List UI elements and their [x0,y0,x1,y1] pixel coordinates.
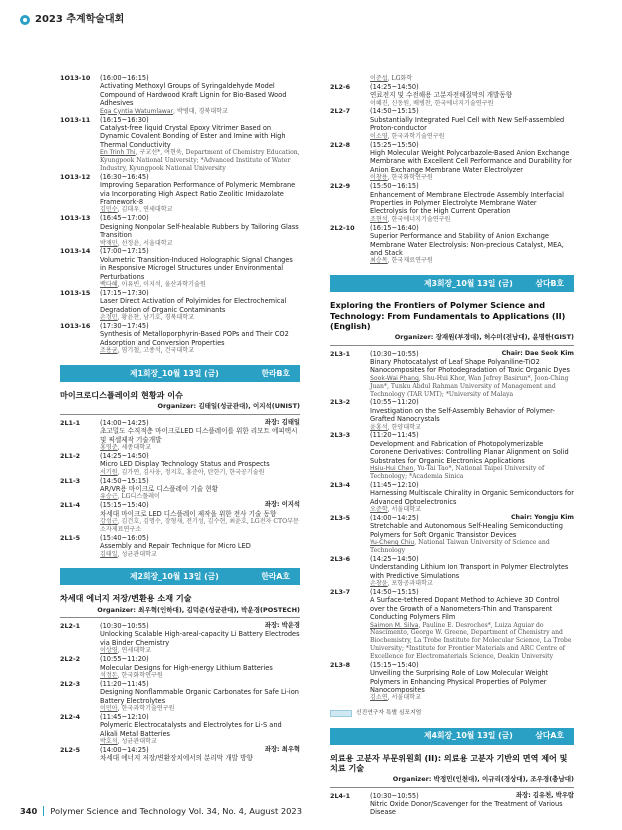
entry-time: (11:45~12:10) [370,480,419,489]
entry-authors [370,694,574,702]
session-day: 제1회장_10월 13일 (금) [130,368,219,378]
entry-authors [370,375,574,398]
entry-authors [100,738,300,746]
author-affiliation: , 김가연, 김사웅, 정지호, 홍준아, 탄한기, 한국공기술원 [117,468,265,476]
entry-authors [100,206,300,214]
entry-code: 2L2-8 [330,140,351,149]
chair-label: Chair: Yongju Kim [510,513,574,521]
author-affiliation: , National Taiwan University of Science and Technology [370,539,550,554]
entry-authors [100,518,300,534]
program-entry [60,746,300,763]
entry-time: (10:30~10:55) [100,622,149,631]
presenter-name: 손창윤 [370,580,388,588]
program-entry [330,792,574,817]
entry-authors [100,149,300,172]
entry-authors-continued [330,75,574,83]
entry-title: Molecular Designs for High-energy Lithium Batteries [100,663,273,672]
page-footer [20,806,302,817]
entry-title: Assembly and Repair Technique for Micro LED [100,542,251,551]
session-room: 한라B호 [261,368,290,378]
entry-code: 2L1-4 [60,501,81,510]
entry-title: Designing Nonflammable Organic Carbonates for Safe Li-ion Battery Electrolytes [100,688,299,705]
program-entry [330,481,574,514]
entry-time: (14:00~14:25) [370,513,419,522]
entry-time: (16:45~17:00) [100,214,149,223]
entry-body [100,655,300,680]
time-row [100,419,300,427]
session-room: 삼다A호 [535,731,564,741]
entry-code: 2L2-3 [60,679,81,688]
entry-body [100,452,300,477]
entry-authors [100,347,300,355]
author-affiliation: , 서울대학교 [387,694,421,702]
entry-title: High Molecular Weight Polycarbazole-Based Anion Exchange Membrane with Excellent Cell Performance and Durability for Anion Exchange Membrane Water Electrolyzer [370,149,572,174]
legend-label: 신진연구자 특별 심포지엄 [356,710,422,717]
chair-label: 좌장: 최우혁 [264,746,300,754]
presenter-name: 최승목 [370,257,388,265]
presenter-name: 이창용 [370,174,388,182]
entry-body [100,322,300,355]
presenter-name: 서기원 [100,468,118,476]
author-affiliation: 이혜진, 신동원, 배병찬, 한국에너지기술연구원 [370,99,494,107]
author-affiliation: , 구교선*, 여현욱, Department of Chemistry Education, Kyungpook National University; *Advanced Institute of Water Industry, Kyungpook National University [100,149,300,172]
entry-time: (16:00~16:15) [100,74,149,82]
program-entry [330,398,574,431]
entry-body [100,289,300,322]
author-affiliation: , 한국재료연구원 [387,257,433,265]
entry-time: (14:25~14:50) [370,554,419,563]
entry-title: Designing Nonpolar Self-healable Rubbers by Tailoring Glass Transition [100,222,299,240]
program-entry [330,182,574,224]
presenter-name: Eqa Cyntia Watumlawar [100,107,174,115]
presenter-name: Yu-Cheng Chiu [370,539,415,547]
chair-label: 좌장: 김유천, 박우람 [516,791,574,799]
entry-title: 연료전지 및 수전해용 고분자전해질막의 개발동향 [370,91,513,100]
program-entry [330,224,574,266]
entry-authors [370,465,574,481]
entry-authors [100,469,300,477]
entry-authors [370,100,574,108]
entry-code: 2L3-5 [330,513,351,522]
entry-body [370,514,574,555]
entry-title: Harnessing Multiscale Chirality in Organic Semiconductors for Advanced Optoelectronics [370,489,574,506]
program-entry [60,419,300,452]
entry-title: Laser Direct Activation of Polyimides for Electrochemical Degradation of Organic Contaminants [100,297,287,314]
footer-divider [43,806,44,816]
entry-title: 초고밀도 수직적층 마이크로LED 디스플레이를 위한 리모트 에피택시 및 픽셀제작 기술개발 [100,427,298,444]
program-entry [330,555,574,588]
program-entry [330,514,574,555]
entry-title: Improving Separation Performance of Polymeric Membrane via Incorporating High Aspect Ratio Zeolitic Imidazolate Framework-8 [100,181,296,206]
presenter-name: 오준학 [370,506,388,514]
entry-code: 2L2-5 [60,746,81,755]
entry-title: Activating Methoxyl Groups of Syringaldehyde Model Compound of Hardwood Kraft Lignin for Bio-Based Wood Adhesives [100,82,287,108]
author-affiliation: , 세종대학교 [117,444,151,452]
entry-code: 1O13-11 [60,115,91,124]
author-affiliation: , 한국과학기술연구원 [387,132,445,140]
entry-body [100,713,300,746]
entry-authors [100,314,300,322]
entry-title: Development and Fabrication of Photopolymerizable Coronene Derivatives: Controlling Planar Alignment on Solid Substrates for Organic Electronics Applications [370,439,569,465]
entry-authors [370,539,574,555]
time-row [100,622,300,630]
right-column [330,75,574,817]
entry-body [370,555,574,588]
entry-time: (16:15~16:40) [370,223,419,232]
presenter-name: 김소연 [370,694,388,702]
entry-authors [100,551,300,559]
program-entry [60,214,300,247]
session-rule [60,617,300,618]
entry-body [370,83,574,108]
entry-time: (14:50~15:15) [370,587,419,596]
program-entry [60,534,300,559]
author-affiliation: , 김대우, 연세대학교 [117,206,173,214]
presenter-name: 박호석 [100,738,118,746]
program-entry [60,289,300,322]
author-affiliation: , 김건호, 김명수, 장형재, 전기성, 김수현, 최윤호, LG전자 CTO부문 소자제료연구소 [100,518,299,533]
entry-time: (17:00~17:15) [100,247,149,256]
entry-code: 2L3-3 [330,431,351,440]
program-entry [60,74,300,116]
program-entry [60,713,300,746]
presenter-name: 조용균 [100,347,118,355]
program-entry [60,501,300,533]
author-affiliation: , Yu-Tai Tao*, National Taipei University of Technology; *Academia Sinica [370,465,545,480]
entry-body [370,141,574,183]
entry-body [100,501,300,533]
entry-code: 2L3-6 [330,554,351,563]
session-title: 차세대 에너지 저장/변환용 소재 기술 [60,593,192,604]
entry-code: 2L3-2 [330,398,351,407]
program-entry [60,680,300,713]
author-affiliation: , 선정윤, 서울대학교 [117,239,173,247]
entry-time: (17:15~17:30) [100,288,149,297]
program-entry [60,322,300,355]
session-organizer: Organizer: 박정민(인천대), 이규리(경상대), 조우경(충남대) [392,775,574,784]
chair-label: 좌장: 김태일 [264,418,300,426]
author-affiliation: , 한국화학연구원 [387,174,433,182]
entry-title: Synthesis of Metalloporphyrin-Based POPs and Their CO2 Adsorption and Conversion Properties [100,330,289,347]
presenter-name: 유승근 [100,493,118,501]
session-bar [60,568,300,585]
program-entry [60,622,300,655]
session-rule [330,345,574,346]
entry-title: Nitric Oxide Donor/Scavenger for the Treatment of Various Disease [370,800,563,817]
entry-authors [370,216,574,224]
entry-code: 2L2-9 [330,182,351,191]
session-title: Exploring the Frontiers of Polymer Science and Technology: From Fundamentals to Applications (II) (English) [330,300,566,331]
entry-time: (15:25~15:50) [370,140,419,149]
entry-authors [370,257,574,265]
entry-code: 2L2-4 [60,712,81,721]
entry-body [100,173,300,215]
entry-authors [370,622,574,661]
entry-body [370,481,574,514]
presenter-name: 이민아 [100,705,118,713]
legend-swatch [330,710,352,717]
entry-time: (14:50~15:15) [370,107,419,116]
presenter-name: 석정돈 [100,672,118,680]
entry-time: (10:55~11:20) [370,398,419,407]
entry-time: (11:20~11:45) [100,679,149,688]
entry-title: Superior Performance and Stability of Anion Exchange Membrane Water Electrolysis: Non-precious Catalyst, MEA, and Stack [370,232,564,257]
presenter-name: 이소영 [370,132,388,140]
entry-time: (11:20~11:45) [370,431,419,440]
program-entry [60,655,300,680]
author-affiliation: , 연세대학교 [117,647,151,655]
entry-code: 1O13-16 [60,322,91,330]
session-day: 제2회장_10월 13일 (금) [130,571,219,581]
entry-body [370,350,574,399]
author-affiliation: , 이유빈, 이지석, 울산과학기술원 [117,281,206,289]
time-row [370,350,574,358]
bullet-icon [20,15,30,25]
author-affiliation: , LG디스플레이 [117,493,160,501]
entry-title: Binary Photocatalyst of Leaf Shape Polyaniline-TiO2 Nanocomposites for Photodegradation of Toxic Organic Dyes [370,358,570,375]
entry-time: (11:45~12:10) [100,712,149,721]
entry-body [370,431,574,480]
presenter-name: 박재민 [100,239,118,247]
program-entry [330,661,574,703]
session-title: 의료용 고분자 부문위원회 (II): 의료용 고분자 기반의 면역 제어 및 치료 기술 [330,752,568,773]
journal-info: Polymer Science and Technology Vol. 34, No. 4, August 2023 [50,806,302,816]
presenter-name: 김태일 [100,550,118,558]
entry-body [100,534,300,559]
entry-body [370,224,574,266]
program-entry [330,431,574,480]
entry-time: (16:15~16:30) [100,115,149,124]
presenter-name: Hsiu-Hui Chen [370,465,414,473]
entry-authors [370,174,574,182]
entry-body [100,74,300,116]
entry-title: Micro LED Display Technology Status and Prospects [100,460,270,469]
entry-body [370,792,574,817]
author-affiliation: , 한양대학교 [387,423,421,431]
chair-label: 좌장: 이지석 [264,501,300,509]
entry-code: 2L3-8 [330,660,351,669]
presenter-name: 윤홍석 [370,423,388,431]
entry-title: Understanding Lithium Ion Transport in Polymer Electrolytes with Predictive Simulations [370,563,569,580]
entry-body [100,419,300,452]
entry-title: 차세대 마이크로 LED 디스플레이 제작을 위한 전사 기술 동향 [100,509,277,518]
author-affiliation: , 염기철, 고종석, 건국대학교 [117,347,195,355]
session-room: 한라A호 [261,571,290,581]
entry-time: (14:50~15:15) [100,476,149,485]
presenter-name: 이준섭 [370,75,388,82]
entry-body [100,477,300,502]
entry-title: AR/VR용 마이크로 디스플레이 기술 현황 [100,485,218,493]
entry-title: Stretchable and Autonomous Self-Healing Semiconducting Polymers for Soft Organic Transistor Devices [370,522,563,539]
presenter-name: 백다혜 [100,281,118,289]
entry-code: 2L1-1 [60,418,81,427]
presenter-name: 김민수 [100,206,118,214]
entry-body [100,746,300,763]
entry-code: 1O13-14 [60,247,91,256]
entry-time: (10:30~10:55) [370,349,419,358]
entry-authors [100,647,300,655]
session-day: 제3회장_10월 13일 (금) [424,278,513,288]
entry-title: Unlocking Scalable High-areal-capacity Li Battery Electrodes via Binder Chemistry [100,630,300,647]
entry-body [370,107,574,140]
presenter-name: 조현석 [370,215,388,223]
presenter-name: 손정민 [100,314,118,322]
program-entry [330,107,574,140]
entry-body [100,247,300,289]
time-row [370,792,574,800]
entry-code: 2L4-1 [330,791,351,800]
chair-label: 좌장: 박운경 [264,622,300,630]
entry-title: Volumetric Transition-Induced Holographic Signal Changes in Responsive Microgel Structures under Environmental Perturbations [100,255,293,281]
entry-body [100,622,300,655]
page-header [20,12,124,28]
program-entry [60,452,300,477]
entry-title: A Surface-tethered Dopant Method to Achieve 3D Control over the Growth of a Nanometers-Thin and Transparent Conducting Polymers Film [370,596,560,622]
entry-code: 2L2-10 [330,223,355,232]
session-bar [330,275,574,292]
entry-authors [100,444,300,452]
session-organizer: Organizer: 김태일(성균관대), 이지석(UNIST) [157,402,300,411]
time-row [370,514,574,522]
entry-time: (14:00~14:25) [100,418,149,427]
legend [330,710,574,717]
entry-title: Investigation on the Self-Assembly Behavior of Polymer-Grafted Nanocrystals [370,406,555,424]
program-entry [330,141,574,183]
author-affiliation: , LG화학 [387,75,413,82]
entry-time: (14:25~14:50) [370,82,419,91]
entry-title: 차세대 에너지 저장/변환장치에서의 분리막 개발 방향 [100,754,253,763]
entry-code: 2L2-2 [60,655,81,664]
author-affiliation: , Shu-Hui Khor, Wan Jefrey Basirun*, Joon-Ching Juan*, Tunku Abdul Rahman University of Management and Technology (TAR UMT); *University of Malaya [370,374,569,398]
entry-time: (17:30~17:45) [100,322,149,330]
program-entry [330,350,574,399]
entry-body [100,214,300,247]
entry-authors [370,133,574,141]
entry-title: Unveiling the Surprising Role of Low Molecular Weight Polymers in Enhancing Physical Properties of Polymer Nanocomposites [370,669,549,694]
entry-authors [100,705,300,713]
author-affiliation: , 한국에너지기술연구원 [387,215,451,223]
entry-authors [100,672,300,680]
session-rule [330,787,574,788]
entry-code: 1O13-13 [60,214,91,223]
session-bar [330,728,574,745]
entry-code: 1O13-10 [60,74,91,82]
entry-code: 2L2-1 [60,622,81,631]
entry-code: 2L3-7 [330,587,351,596]
entry-title: Substantially Integrated Fuel Cell with New Self-assembled Proton-conductor [370,115,565,133]
entry-authors [100,108,300,116]
entry-title: Polymeric Electrocatalysts and Electrolytes for Li-S and Alkali Metal Batteries [100,721,282,738]
entry-code: 2L1-3 [60,476,81,485]
presenter-name: Saimon M. Silva [370,621,419,629]
author-affiliation: , 포항공과대학교 [387,580,433,588]
entry-authors [100,240,300,248]
entry-code: 2L3-4 [330,480,351,489]
session-organizer: Organizer: 장재원(부경대), 허수미(전남대), 윤명한(GIST) [394,333,574,342]
session-room: 삼다B호 [535,278,564,288]
entry-body [100,680,300,713]
entry-authors [370,580,574,588]
page-header-title: 2023 추계학술대회 [35,13,125,25]
entry-body [370,588,574,661]
session-day: 제4회장_10월 13일 (금) [424,731,513,741]
entry-code: 2L2-7 [330,107,351,116]
entry-code: 2L3-1 [330,349,351,358]
author-affiliation: , 박병대, 경북대학교 [173,107,228,115]
session-organizer: Organizer: 최우혁(인하대), 김덕준(성균관대), 박운경(POSTECH) [97,605,300,614]
entry-body [370,182,574,224]
entry-body [100,116,300,173]
author-affiliation: , 서울대학교 [387,506,421,514]
entry-body [370,398,574,431]
session-bar [60,365,300,382]
program-entry [60,173,300,215]
author-affiliation: , Pauline E. Desroches*, Luiza Aguiar do Nascimento, George W. Greene, Department of Chemistry and Biochemistry, La Trobe Institute for Molecular Science, La Trobe University; *Institute for Frontier Materials and ARC Centre of Excellence for Electromaterials Science, Deakin University [370,621,572,660]
program-entry [330,83,574,108]
entry-title: Catalyst-free liquid Crystal Epoxy Vitrimer Based on Dynamic Covalent Bonding of Ester and Imine with High Thermal Conductivity [100,123,286,149]
entry-time: (10:55~11:20) [100,655,149,664]
author-affiliation: , 한국화학연구원 [117,672,163,680]
entry-authors [100,281,300,289]
time-row [100,501,300,509]
entry-time: (15:40~16:05) [100,533,149,542]
entry-time: (14:25~14:50) [100,451,149,460]
entry-time: (16:30~16:45) [100,172,149,181]
author-affiliation: , 한국과학기술연구원 [117,705,175,713]
left-column [60,74,300,763]
presenter-name: 이상영 [100,647,118,655]
entry-authors [370,506,574,514]
author-affiliation: , 황윤찬, 남기호, 경북대학교 [117,314,195,322]
entry-time: (14:00~14:25) [100,746,149,755]
entry-code: 2L2-6 [330,82,351,91]
entry-title: Enhancement of Membrane Electrode Assembly Interfacial Properties in Polymer Electrolyte Membrane Water Electrolysis for the High Current Operation [370,190,564,216]
program-entry [60,247,300,289]
entry-time: (15:50~16:15) [370,182,419,191]
entry-authors [370,424,574,432]
entry-time: (15:15~15:40) [370,660,419,669]
chair-label: Chair: Dae Seok Kim [501,349,574,357]
entry-code: 2L1-5 [60,533,81,542]
entry-code: 2L1-2 [60,451,81,460]
presenter-name: 홍영준 [100,444,118,452]
session-rule [60,414,300,415]
entry-time: (15:15~15:40) [100,501,149,510]
presenter-name: Sook-Wai Phang [370,374,419,382]
page-number: 340 [20,806,38,816]
session-title: 마이크로디스플레이의 현황과 이슈 [60,390,183,401]
presenter-name: 강성근 [100,518,118,526]
program-entry [60,116,300,173]
author-affiliation: , 성균관대학교 [117,550,157,558]
program-entry [330,588,574,661]
entry-code: 1O13-12 [60,172,91,181]
entry-body [370,661,574,703]
presenter-name: En Trinh Thi [100,149,136,157]
entry-time: (10:30~10:55) [370,791,419,800]
program-entry [60,477,300,502]
entry-code: 1O13-15 [60,288,91,297]
author-affiliation: , 성균관대학교 [117,738,157,746]
